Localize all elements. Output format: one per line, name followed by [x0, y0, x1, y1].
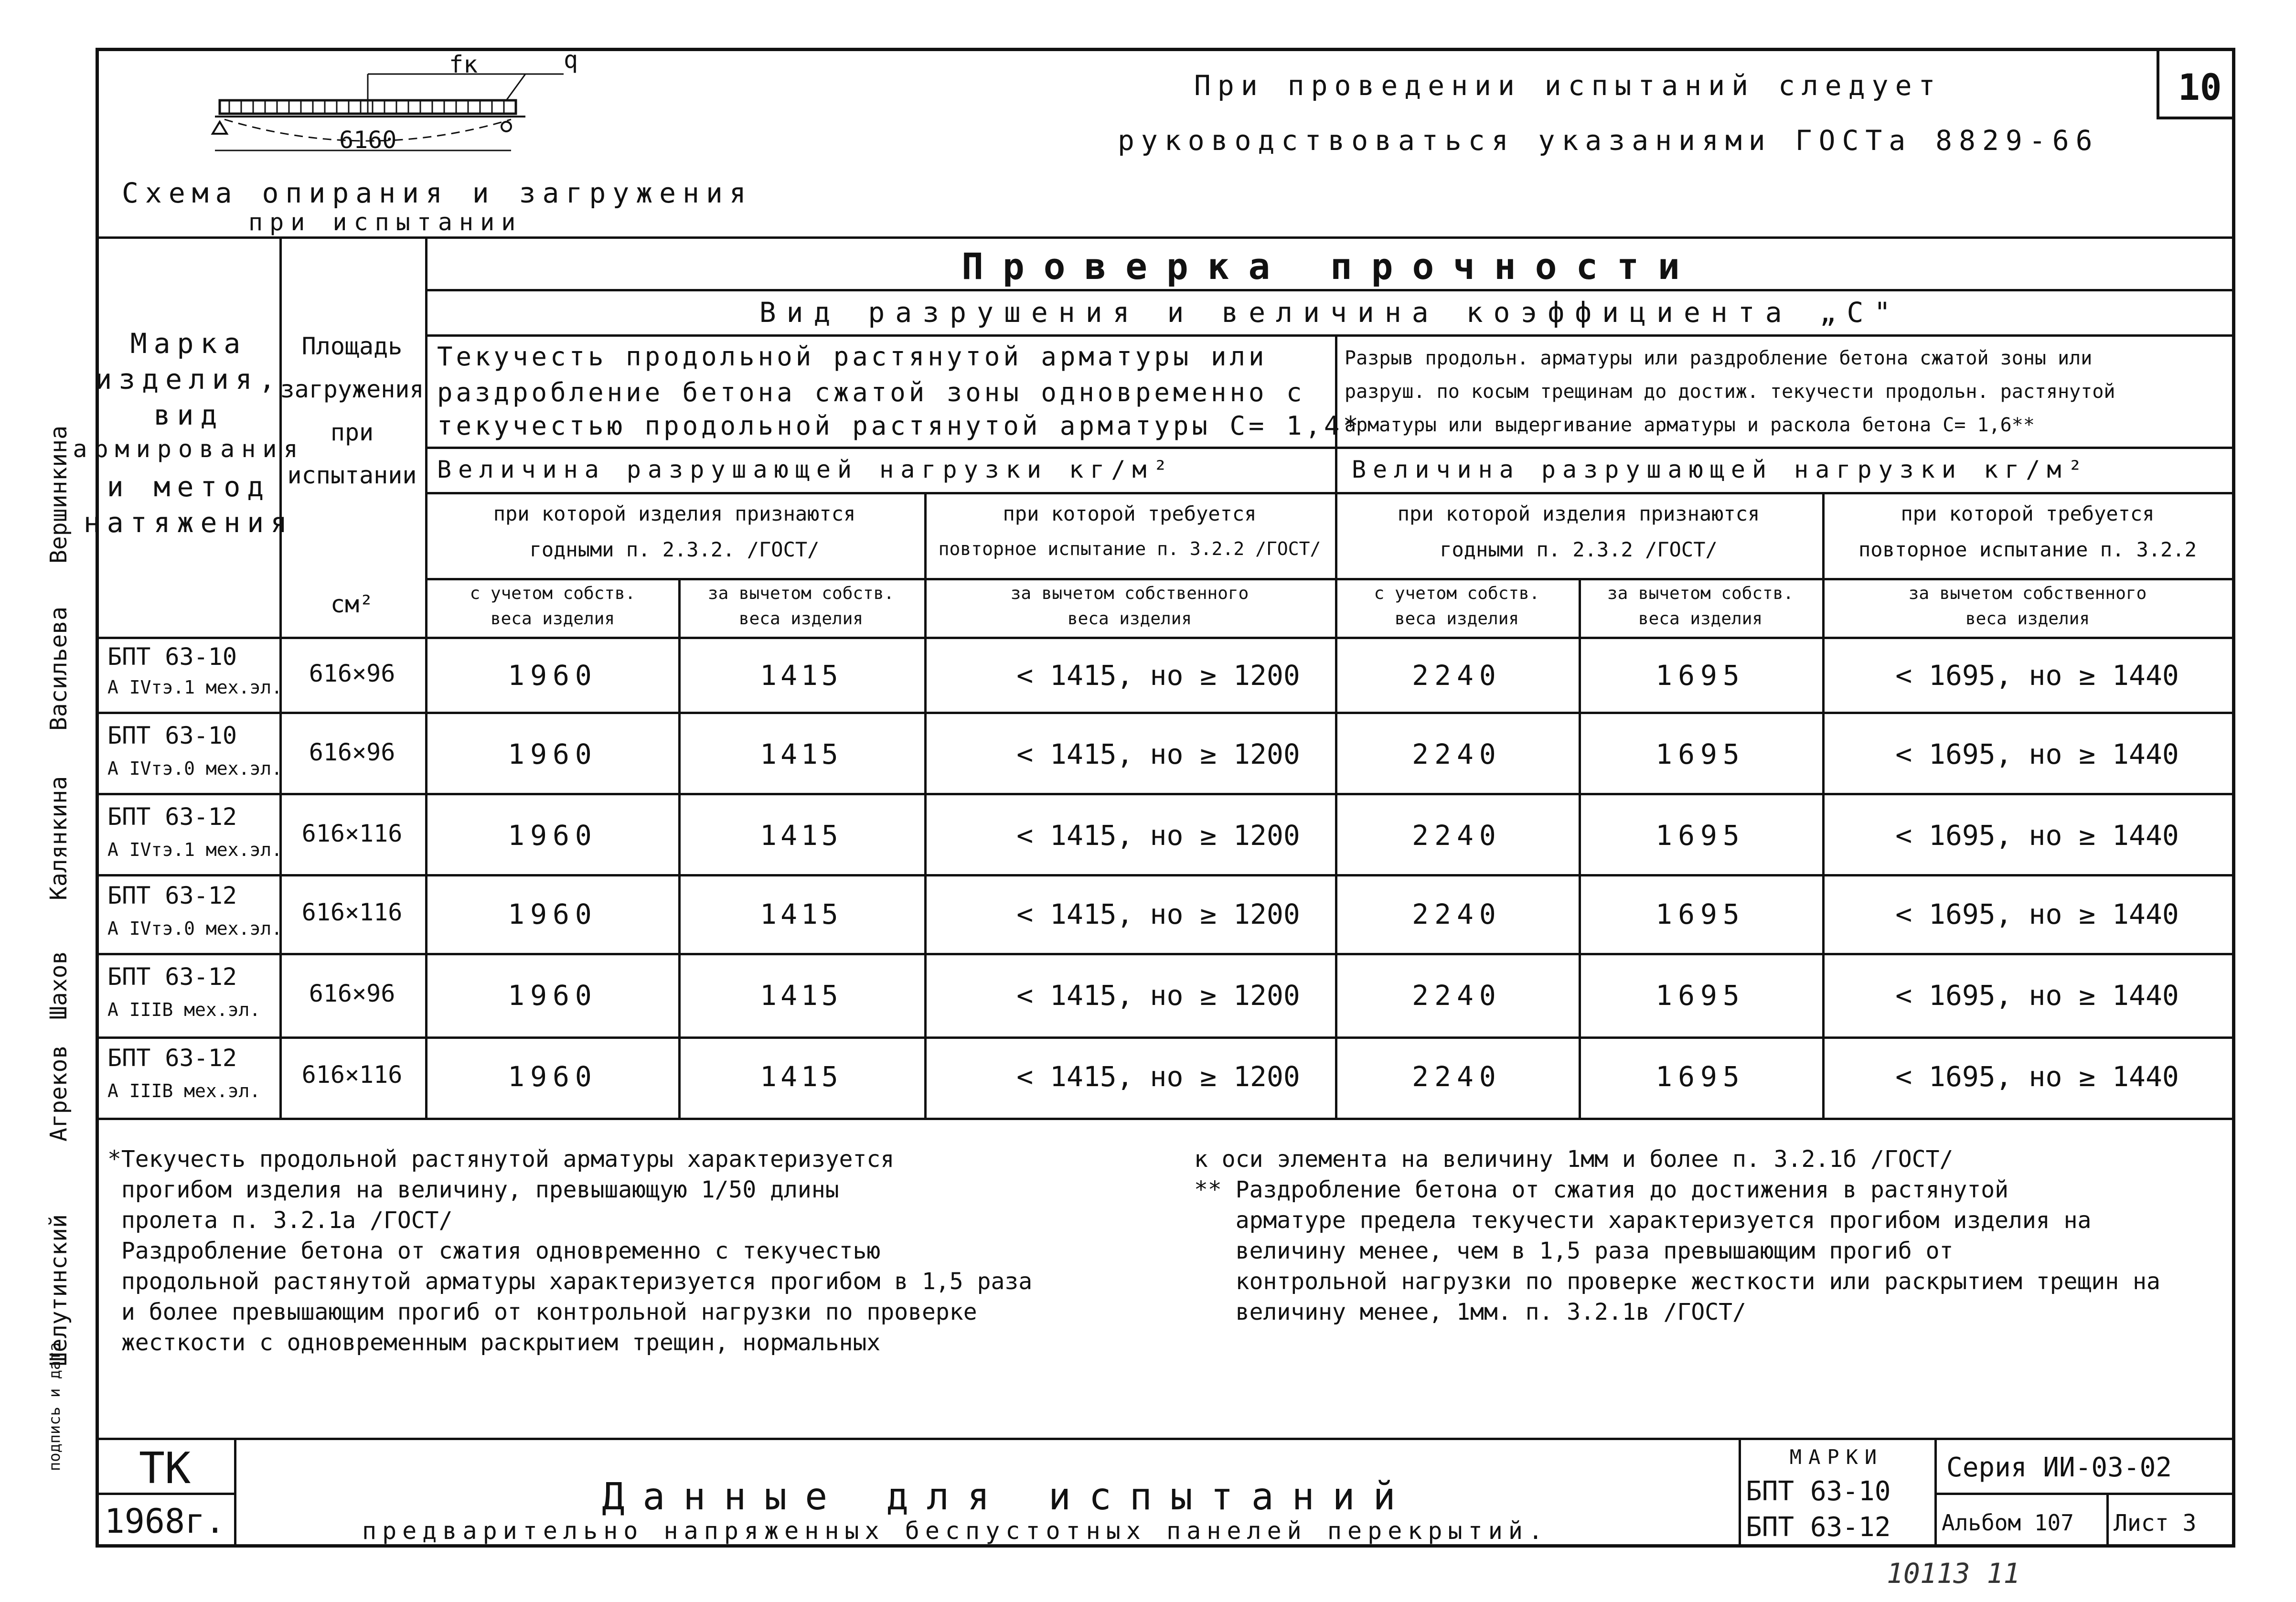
- row-mark: БПТ 63-12: [107, 1044, 237, 1072]
- h5-line-1: за вычетом собств.: [1607, 584, 1794, 603]
- row-mark: БПТ 63-10: [107, 643, 237, 671]
- sub-b2-line-1: при которой требуется: [1901, 502, 2155, 525]
- mark-header-5: и метод: [107, 470, 271, 503]
- mark-bpt-63-10: БПТ 63-10: [1746, 1476, 1891, 1507]
- h5-line-2: веса изделия: [1638, 609, 1763, 629]
- row-v5: 1695: [1655, 1060, 1745, 1093]
- notice-line-1: При проведении испытаний следует: [1194, 69, 1942, 102]
- row-area: 616×116: [301, 1061, 403, 1089]
- row-v5: 1695: [1655, 898, 1745, 930]
- row-v5: 1695: [1655, 979, 1745, 1012]
- area-header-4: испытании: [287, 461, 417, 489]
- table-title: Проверка прочности: [961, 245, 1699, 288]
- sub-b1-line-1: при которой изделия признаются: [1397, 502, 1760, 525]
- series-code: Серия ИИ-03-02: [1946, 1452, 2172, 1483]
- sub-a1-line-1: при которой изделия признаются: [493, 502, 856, 525]
- row-line-1: [96, 712, 2235, 714]
- side-name-3: Шахов: [45, 951, 72, 1020]
- group-a-line-3: текучестью продольной растянутой арматуры С= 1,4*: [437, 411, 1362, 441]
- table-subtitle: Вид разрушения и величина коэффициента „С": [759, 296, 1901, 329]
- row-v4: 2240: [1412, 659, 1502, 692]
- org-code: ТК: [139, 1443, 191, 1494]
- load-label-a: Величина разрушающей нагрузки кг/м²: [437, 456, 1175, 483]
- side-name-5: Васильева: [45, 606, 72, 731]
- table-line-groups: [425, 447, 2235, 449]
- group-b-line-3: арматуры или выдергивание арматуры и раскола бетона С= 1,6**: [1345, 414, 2035, 436]
- row-area: 616×96: [309, 660, 395, 687]
- row-v4: 2240: [1412, 819, 1502, 852]
- mark-header-2: изделия,: [95, 363, 282, 395]
- h2-line-1: за вычетом собств.: [707, 584, 895, 603]
- title-block-col-2: [1739, 1438, 1741, 1548]
- table-line-title: [425, 289, 2235, 291]
- row-v5: 1695: [1655, 659, 1745, 692]
- group-a-line-1: Текучесть продольной растянутой арматуры или: [437, 342, 1268, 372]
- area-header-3: при: [330, 418, 374, 446]
- row-v5: 1695: [1655, 819, 1745, 852]
- row-line-5: [96, 1036, 2235, 1039]
- notice-line-2: руководствоваться указаниями ГОСТа 8829-66: [1118, 124, 2099, 157]
- row-v6: < 1695, но ≥ 1440: [1895, 659, 2179, 692]
- row-v6: < 1695, но ≥ 1440: [1895, 819, 2179, 852]
- scheme-caption-2: при испытании: [248, 208, 523, 236]
- row-v5: 1695: [1655, 738, 1745, 770]
- row-v1: 1960: [508, 819, 598, 852]
- footnote-right: к оси элемента на величину 1мм и более п. 3.2.1б /ГОСТ/ ** Раздробление бетона от сжатия до достижения в растянутой арматуре предела текучести характеризуется прогибом изделия на величину менее, чем в 1,5 раза превышающим прогиб от контрольной нагрузки по проверке жесткости или раскрытием трещин на величину менее, 1мм. п. 3.2.1в /ГОСТ/: [1194, 1146, 2160, 1325]
- sub-b2-line-2: повторное испытание п. 3.2.2: [1858, 538, 2197, 561]
- row-reinforcement: А IVтэ.0 мех.эл.: [107, 758, 283, 779]
- h1-line-1: с учетом собств.: [470, 584, 636, 603]
- h4-line-1: с учетом собств.: [1374, 584, 1540, 603]
- row-v1: 1960: [508, 979, 598, 1012]
- col-line-area-data: [425, 236, 427, 1118]
- row-v3: < 1415, но ≥ 1200: [1016, 819, 1300, 852]
- title-block-series-split: [1934, 1493, 2235, 1495]
- row-v6: < 1695, но ≥ 1440: [1895, 738, 2179, 770]
- year: 1968г.: [104, 1502, 225, 1541]
- title-block-album-split: [2106, 1493, 2109, 1548]
- marks-label: МАРКИ: [1789, 1445, 1884, 1469]
- row-mark: БПТ 63-12: [107, 882, 237, 909]
- row-v6: < 1695, но ≥ 1440: [1895, 1060, 2179, 1093]
- row-area: 616×116: [301, 898, 403, 926]
- row-reinforcement: А IVтэ.0 мех.эл.: [107, 918, 283, 939]
- h1-line-2: веса изделия: [490, 609, 615, 629]
- row-v2: 1415: [760, 898, 842, 930]
- album-number: Альбом 107: [1942, 1510, 2074, 1536]
- row-line-3: [96, 874, 2235, 876]
- sub-b1-line-2: годными п. 2.3.2 /ГОСТ/: [1440, 538, 1718, 561]
- area-unit: см²: [330, 590, 374, 618]
- row-v1: 1960: [508, 1060, 598, 1093]
- mark-header-3: вид: [153, 399, 224, 431]
- sheet-number: 10: [2178, 66, 2222, 108]
- row-v1: 1960: [508, 659, 598, 692]
- row-v1: 1960: [508, 738, 598, 770]
- col-line-v4-v5: [1579, 578, 1581, 1118]
- h3-line-1: за вычетом собственного: [1010, 584, 1249, 603]
- row-v3: < 1415, но ≥ 1200: [1016, 659, 1300, 692]
- group-b-line-1: Разрыв продольн. арматуры или раздробление бетона сжатой зоны или: [1345, 347, 2093, 369]
- row-v3: < 1415, но ≥ 1200: [1016, 898, 1300, 930]
- title-block-top: [96, 1438, 2235, 1440]
- table-top-line: [96, 236, 2235, 239]
- row-v4: 2240: [1412, 898, 1502, 930]
- table-line-header-bottom: [96, 637, 2235, 639]
- table-bottom-line: [96, 1118, 2235, 1120]
- row-line-2: [96, 793, 2235, 795]
- row-mark: БПТ 63-10: [107, 722, 237, 749]
- row-reinforcement: А IIIВ мех.эл.: [107, 1080, 261, 1101]
- row-reinforcement: А IVтэ.1 мех.эл.: [107, 839, 283, 860]
- row-v3: < 1415, но ≥ 1200: [1016, 979, 1300, 1012]
- h4-line-2: веса изделия: [1394, 609, 1519, 629]
- row-area: 616×116: [301, 820, 403, 847]
- row-v4: 2240: [1412, 979, 1502, 1012]
- scheme-caption-1: Схема опирания и загружения: [122, 177, 753, 209]
- row-v4: 2240: [1412, 738, 1502, 770]
- row-v2: 1415: [760, 819, 842, 852]
- row-v2: 1415: [760, 1060, 842, 1093]
- load-label-b: Величина разрушающей нагрузки кг/м²: [1352, 456, 2089, 483]
- row-line-4: [96, 953, 2235, 955]
- mark-header-1: Марка: [130, 327, 247, 360]
- h3-line-2: веса изделия: [1067, 609, 1192, 629]
- row-area: 616×96: [309, 980, 395, 1007]
- scheme-span: 6160: [339, 126, 397, 154]
- row-mark: БПТ 63-12: [107, 803, 237, 831]
- row-v2: 1415: [760, 659, 842, 692]
- h6-line-1: за вычетом собственного: [1908, 584, 2147, 603]
- table-line-subtitle: [425, 334, 2235, 337]
- scheme-label-q: q: [564, 46, 578, 74]
- group-a-line-2: раздробление бетона сжатой зоны одновременно с: [437, 377, 1305, 407]
- side-name-1: Шелутинский: [45, 1214, 72, 1366]
- sub-a2-line-1: при которой требуется: [1003, 502, 1257, 525]
- mark-header-4: армирования: [73, 435, 305, 463]
- area-header-1: Площадь: [301, 332, 403, 360]
- mark-header-6: натяжения: [83, 506, 294, 539]
- loading-scheme-drawing: [201, 67, 630, 172]
- row-area: 616×96: [309, 738, 395, 766]
- side-small-label: подпись и дата: [45, 1342, 64, 1471]
- row-v6: < 1695, но ≥ 1440: [1895, 898, 2179, 930]
- sub-a1-line-2: годными п. 2.3.2. /ГОСТ/: [529, 538, 820, 561]
- row-v1: 1960: [508, 898, 598, 930]
- group-b-line-2: разруш. по косым трещинам до достиж. текучести продольн. растянутой: [1345, 381, 2115, 403]
- side-name-4: Калянкина: [45, 776, 72, 900]
- row-v6: < 1695, но ≥ 1440: [1895, 979, 2179, 1012]
- drawing-title: Данные для испытаний: [602, 1475, 1414, 1518]
- footer-number: 10113 11: [1887, 1557, 2020, 1590]
- drawing-subtitle: предварительно напряженных беспустотных панелей перекрытий.: [362, 1517, 1549, 1545]
- side-name-6: Вершинкина: [45, 426, 72, 564]
- row-v3: < 1415, но ≥ 1200: [1016, 1060, 1300, 1093]
- row-v2: 1415: [760, 979, 842, 1012]
- side-name-2: Агреков: [45, 1045, 72, 1142]
- row-v4: 2240: [1412, 1060, 1502, 1093]
- scheme-label-f: fк: [449, 51, 478, 78]
- row-v3: < 1415, но ≥ 1200: [1016, 738, 1300, 770]
- sub-a2-line-2: повторное испытание п. 3.2.2 /ГОСТ/: [938, 538, 1321, 559]
- col-line-a1-a2: [924, 492, 927, 1118]
- row-mark: БПТ 63-12: [107, 963, 237, 991]
- row-v2: 1415: [760, 738, 842, 770]
- col-line-b1-b2: [1822, 492, 1825, 1118]
- footnote-left: *Текучесть продольной растянутой арматуры характеризуется прогибом изделия на величину, превышающую 1/50 длины пролета п. 3.2.1а /ГОСТ/ Раздробление бетона от сжатия одновременно с текучестью продольной растянутой арматуры характеризуется прогибом в 1,5 раза и более превышающим прогиб от контрольной нагрузки по проверке жесткости с одновременным раскрытием трещин, нормальных: [107, 1146, 1033, 1356]
- h6-line-2: веса изделия: [1965, 609, 2090, 629]
- row-reinforcement: А IVтэ.1 мех.эл.: [107, 677, 283, 698]
- col-line-v1-v2: [678, 578, 681, 1118]
- sheet-label: Лист 3: [2114, 1510, 2197, 1537]
- area-header-2: загружения: [280, 375, 424, 403]
- h2-line-2: веса изделия: [738, 609, 864, 629]
- row-reinforcement: А IIIВ мех.эл.: [107, 999, 261, 1020]
- table-line-load: [425, 492, 2235, 494]
- table-line-sub: [425, 578, 2235, 580]
- col-line-group-split: [1335, 334, 1337, 1118]
- title-block-col-1: [234, 1438, 236, 1548]
- mark-bpt-63-12: БПТ 63-12: [1746, 1512, 1891, 1543]
